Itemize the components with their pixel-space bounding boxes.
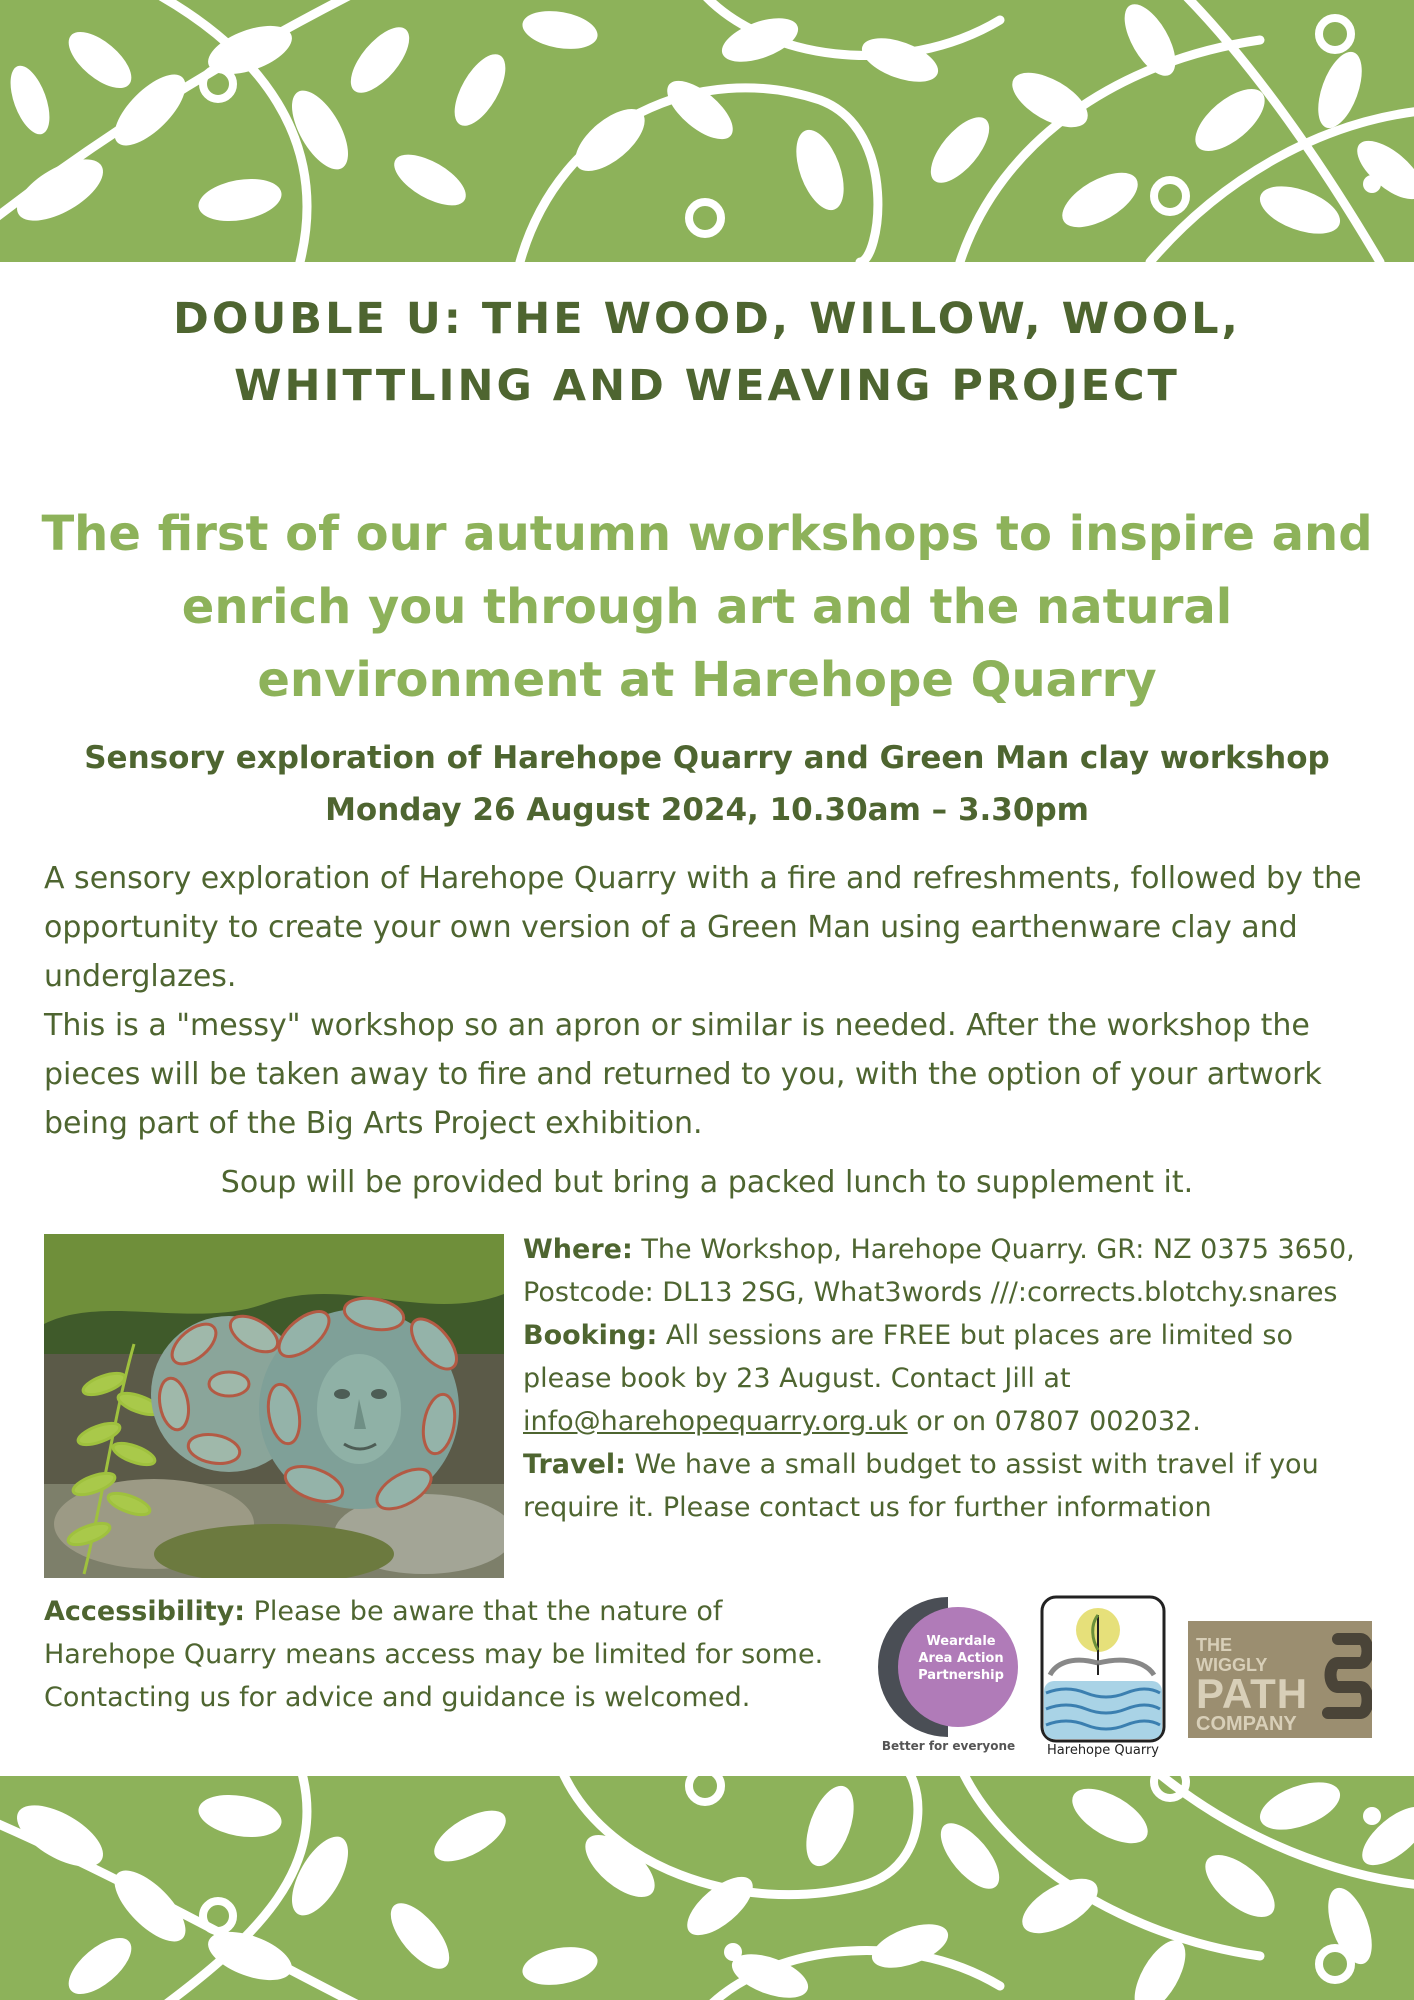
- main-content: [0, 262, 1414, 1776]
- booking-phone-text: or on 07807 002032.: [907, 1406, 1201, 1437]
- green-man-photo: [44, 1234, 504, 1578]
- event-heading: [20, 732, 1394, 836]
- booking-label: Booking:: [523, 1320, 658, 1351]
- booking-text: All sessions are FREE but places are limited so please book by 23 August. Contact Jill at: [523, 1320, 1293, 1394]
- booking-info: [523, 1314, 1383, 1443]
- harehope-quarry-logo-caption: Harehope Quarry: [1047, 1743, 1159, 1758]
- travel-info: [523, 1443, 1383, 1529]
- travel-text: We have a small budget to assist with travel if you require it. Please contact us for further information: [523, 1449, 1319, 1523]
- green-man-illustration: [44, 1234, 504, 1578]
- top-leaf-pattern: [0, 0, 1414, 262]
- page-subtitle: The first of our autumn workshops to inspire and enrich you through art and the natural environment at Harehope Quarry: [41, 506, 1373, 708]
- wiggly-path-logo-text: [1196, 1635, 1309, 1735]
- accessibility-info: [44, 1590, 844, 1719]
- soup-note: Soup will be provided but bring a packed lunch to supplement it.: [220, 1165, 1194, 1200]
- waap-logo-name: Weardale Area Action Partnership: [918, 1634, 1004, 1683]
- accessibility-label: Accessibility:: [44, 1596, 246, 1627]
- leaf-pattern-graphic: [0, 0, 1414, 262]
- event-date: Monday 26 August 2024, 10.30am – 3.30pm: [325, 792, 1089, 828]
- leaf-pattern-graphic-bottom: [0, 1776, 1414, 2000]
- harehope-quarry-logo-graphic: [1040, 1595, 1166, 1743]
- waap-logo-tagline: Better for everyone: [881, 1739, 1016, 1753]
- bottom-leaf-pattern: [0, 1776, 1414, 2000]
- where-text: The Workshop, Harehope Quarry. GR: NZ 0375 3650, Postcode: DL13 2SG, What3words ///:corrects.blotchy.snares: [523, 1234, 1355, 1308]
- event-info: [523, 1228, 1383, 1529]
- wiggly-line-2: PATH: [1196, 1670, 1309, 1717]
- where-info: [523, 1228, 1383, 1314]
- where-label: Where:: [523, 1234, 633, 1265]
- page-title: DOUBLE U: THE WOOD, WILLOW, WOOL, WHITTLING AND WEAVING PROJECT: [173, 294, 1241, 411]
- description-paragraph-1: A sensory exploration of Harehope Quarry with a fire and refreshments, followed by the opportunity to create your own version of a Green Man using earthenware clay and underglazes.: [44, 861, 1362, 994]
- waap-logo: [876, 1595, 1021, 1755]
- travel-label: Travel:: [523, 1449, 626, 1480]
- description-paragraph-2: This is a "messy" workshop so an apron or similar is needed. After the workshop the pieces will be taken away to fire and returned to you, with the option of your artwork being part of the Big Arts Project exhibition.: [44, 1008, 1322, 1141]
- accessibility-text: Please be aware that the nature of Harehope Quarry means access may be limited for some. Contacting us for advice and guidance is welcomed.: [44, 1596, 824, 1713]
- booking-email-link[interactable]: info@harehopequarry.org.uk: [523, 1406, 908, 1437]
- wiggly-path-logo: [1188, 1621, 1372, 1738]
- event-description: [44, 854, 1384, 1148]
- wiggly-line-1: THE WIGGLY: [1196, 1635, 1268, 1675]
- event-name: Sensory exploration of Harehope Quarry and Green Man clay workshop: [84, 740, 1330, 776]
- wiggly-line-3: COMPANY: [1196, 1713, 1297, 1735]
- harehope-quarry-logo: [1040, 1595, 1166, 1760]
